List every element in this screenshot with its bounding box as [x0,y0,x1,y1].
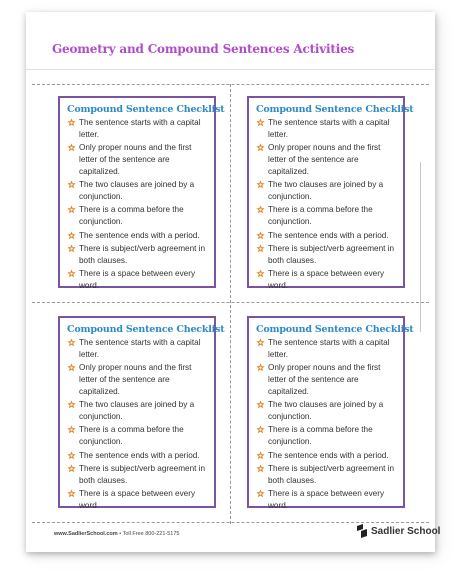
star-icon [67,489,76,498]
footer-phone: Toll Free 800-221-5175 [122,531,180,537]
star-icon [256,400,265,409]
checklist-item [256,117,397,141]
checklist-item-text: The sentence starts with a capital letter. [79,118,201,139]
checklist-item-text: The sentence ends with a period. [79,450,200,460]
star-icon [256,269,265,278]
checklist-item [67,450,208,462]
star-icon [256,118,265,127]
checklist-item-text: The sentence ends with a period. [268,230,389,240]
checklist-item [67,424,208,448]
checklist-item [67,117,208,141]
checklist-item [256,243,397,267]
checklist-item-text: Only proper nouns and the first letter of the sentence are capitalized. [268,143,381,176]
checklist-item-text: The sentence ends with a period. [268,450,389,460]
brand-logo [356,524,440,538]
star-icon [67,269,76,278]
star-icon [67,244,76,253]
star-icon [256,231,265,240]
star-icon [256,205,265,214]
checklist-item [256,204,397,228]
checklist-item-text: There is subject/verb agreement in both clauses. [268,243,395,265]
card-title: Compound Sentence Checklist [67,324,225,335]
checklist-card-1 [58,96,225,290]
checklist-item [256,268,397,292]
checklist-item-text: The sentence starts with a capital letter. [79,338,201,359]
checklist-item-text: There is subject/verb agreement in both clauses. [268,463,395,485]
star-icon [67,231,76,240]
checklist-item-text: There is a comma before the conjunction. [79,205,184,227]
checklist-item [67,463,208,487]
star-icon [256,338,265,347]
checklist-card-2 [247,96,414,290]
star-icon [67,451,76,460]
star-icon [67,400,76,409]
checklist-item [67,179,208,203]
star-icon [67,143,76,152]
checklist-item [67,268,208,292]
checklist-item-text: The two clauses are joined by a conjunction. [79,180,195,201]
checklist-item-text: There is a space between every word. [268,269,385,290]
checklist-item-text: There is a space between every word. [79,269,196,290]
checklist-item-text: The sentence starts with a capital letter. [268,338,390,359]
checklist-item [256,399,397,423]
star-icon [256,451,265,460]
checklist-item-text: The sentence ends with a period. [79,230,200,240]
checklist-item-text: There is subject/verb agreement in both clauses. [79,463,206,485]
checklist-item-text: There is a space between every word. [79,489,196,510]
checklist-item-text: The sentence starts with a capital letter. [268,118,390,139]
checklist-item-text: There is a space between every word. [268,489,385,510]
checklist-item [256,230,397,242]
card-title: Compound Sentence Checklist [256,104,414,115]
checklist-item [256,488,397,512]
document-title: Geometry and Compound Sentences Activities [52,42,355,56]
checklist-item [67,399,208,423]
star-icon [67,464,76,473]
checklist-item-text: There is a comma before the conjunction. [79,425,184,447]
card-title: Compound Sentence Checklist [256,324,414,335]
checklist-item [256,362,397,397]
star-icon [256,464,265,473]
star-icon [256,489,265,498]
checklist-item [256,337,397,361]
star-icon [67,425,76,434]
checklist-item-text: The two clauses are joined by a conjunction. [268,400,384,421]
star-icon [256,363,265,372]
checklist-item [256,463,397,487]
footer-separator: • [119,531,122,537]
checklist-card-4 [247,316,414,510]
footer-site[interactable]: www.SadlierSchool.com [54,531,118,537]
side-copyright-strip [420,162,425,332]
checklist-item-text: There is a comma before the conjunction. [268,205,373,227]
star-icon [67,363,76,372]
checklist-item-text: Only proper nouns and the first letter of the sentence are capitalized. [268,363,381,396]
checklist-item [67,142,208,177]
sadlier-logo-icon [356,524,368,538]
checklist-item [256,179,397,203]
title-divider [26,69,435,70]
star-icon [256,180,265,189]
checklist-item [67,204,208,228]
checklist-item [256,424,397,448]
star-icon [67,338,76,347]
checklist-item [256,450,397,462]
checklist-item [67,337,208,361]
checklist-item-text: The two clauses are joined by a conjunction. [79,400,195,421]
checklist-item-text: Only proper nouns and the first letter of the sentence are capitalized. [79,143,192,176]
checklist-item [67,488,208,512]
footer-contact [54,531,179,537]
checklist-item-text: Only proper nouns and the first letter of the sentence are capitalized. [79,363,192,396]
checklist-item [67,243,208,267]
cut-line-center [230,84,231,524]
card-title: Compound Sentence Checklist [67,104,225,115]
checklist-item-text: The two clauses are joined by a conjunction. [268,180,384,201]
checklist-item-text: There is subject/verb agreement in both clauses. [79,243,206,265]
worksheet-page [26,12,441,552]
star-icon [67,205,76,214]
star-icon [67,180,76,189]
star-icon [256,425,265,434]
checklist-item [67,362,208,397]
star-icon [256,143,265,152]
checklist-item [67,230,208,242]
star-icon [67,118,76,127]
star-icon [256,244,265,253]
checklist-item-text: There is a comma before the conjunction. [268,425,373,447]
checklist-card-3 [58,316,225,510]
checklist-item [256,142,397,177]
brand-name: Sadlier School [371,525,441,537]
